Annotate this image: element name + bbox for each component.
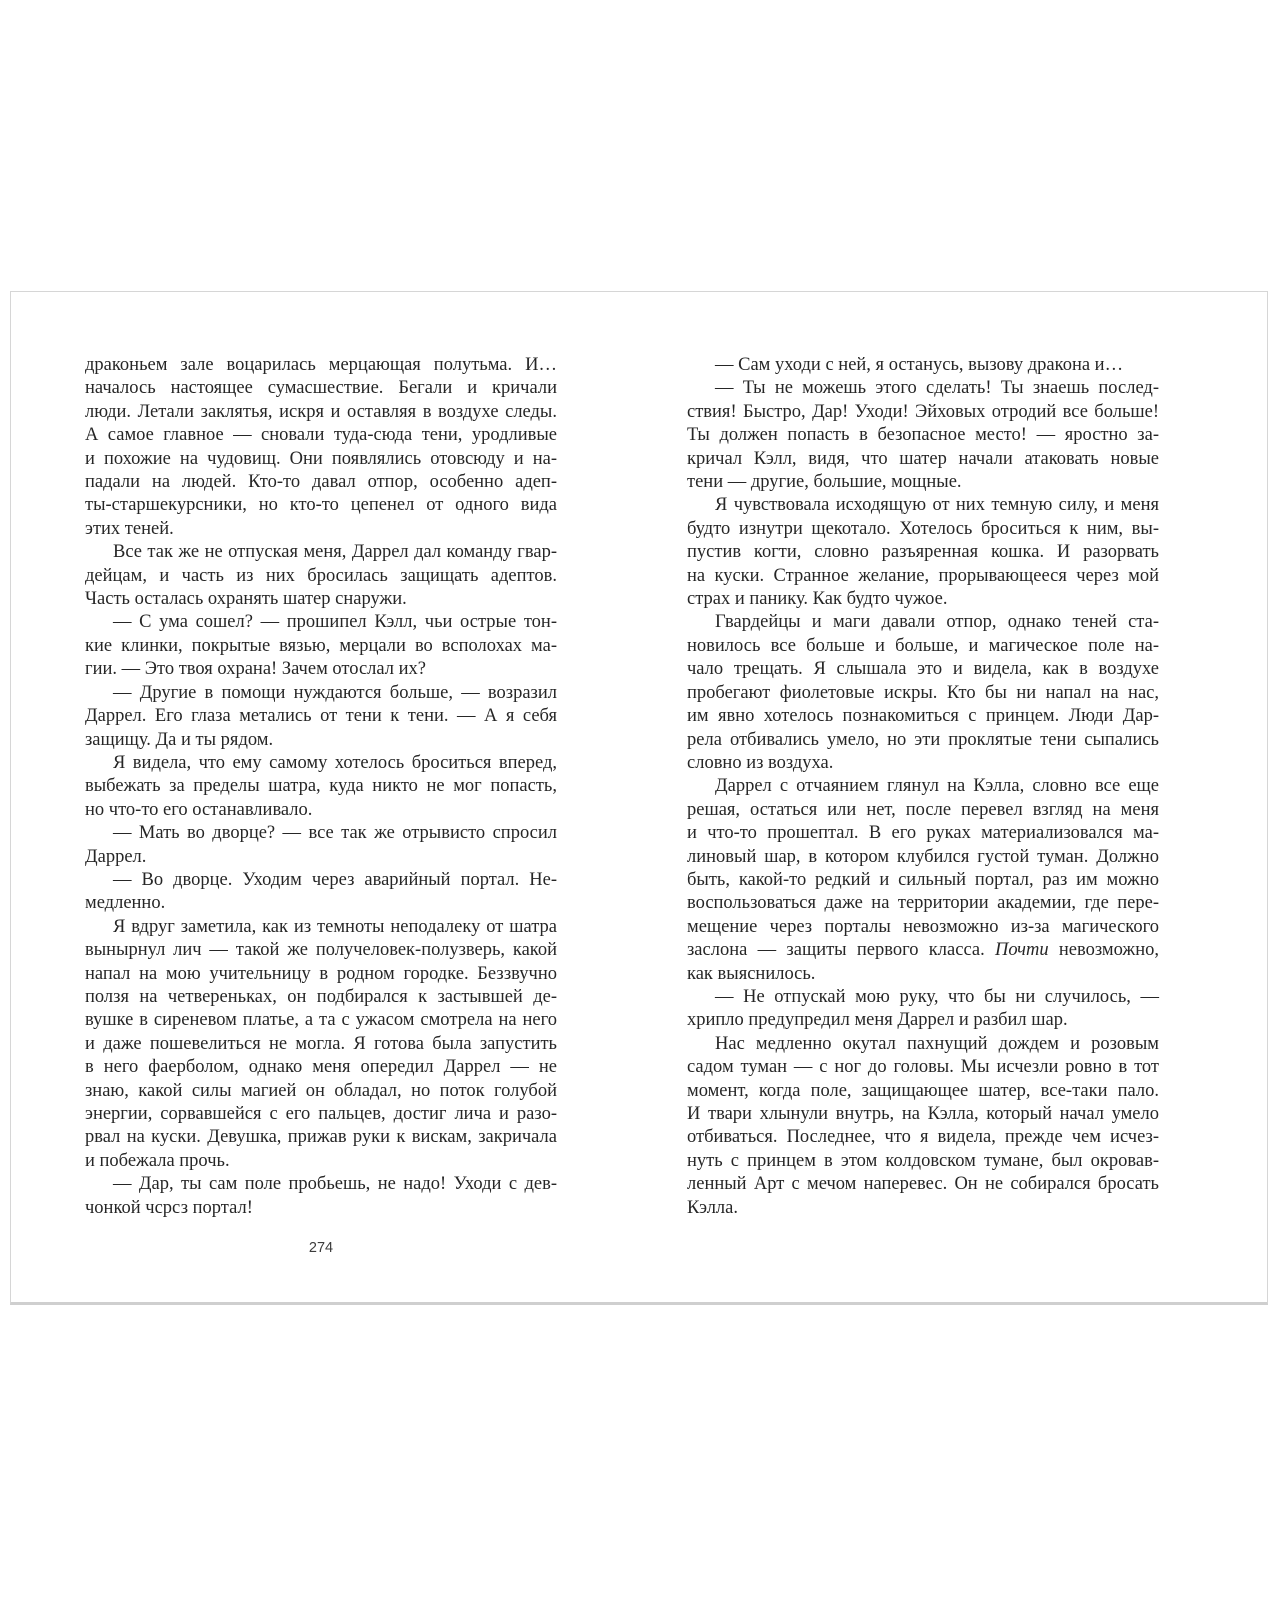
text-line: — С ума сошел? — прошипел Кэлл, чьи острые тон- xyxy=(113,612,557,633)
text-line: вынырнул лич — такой же получеловек-полузверь, какой xyxy=(85,940,557,961)
text-line: и даже пошевелиться не могла. Я готова была запустить xyxy=(85,1033,557,1054)
text-line: отбиваться. Последнее, что я видела, прежде чем исчез- xyxy=(687,1127,1159,1148)
text-line: Ты должен попасть в безопасное место! — яростно за- xyxy=(687,425,1159,446)
page-number: 274 xyxy=(308,1240,334,1256)
text-line: ползя на четвереньках, он подбирался к застывшей де- xyxy=(85,986,557,1007)
text-line: но что-то его останавливало. xyxy=(85,799,313,820)
text-line: И твари хлынули внутрь, на Кэлла, который начал умело xyxy=(687,1104,1159,1124)
text-line: дейцам, и часть из них бросилась защищать адептов. xyxy=(85,565,557,586)
text-line: драконьем зале воцарилась мерцающая полутьма. И… xyxy=(85,355,557,375)
text-line: гии. — Это твоя охрана! Зачем отослал их? xyxy=(85,659,426,680)
text-line: защищу. Да и ты рядом. xyxy=(85,729,274,750)
book-page-spread xyxy=(10,291,1268,1305)
text-line: Я вдруг заметила, как из темноты неподалеку от шатра xyxy=(113,916,557,937)
text-line: в него фаерболом, однако меня опередил Даррел — не xyxy=(85,1057,557,1078)
text-line: будто изнутри щекотало. Хотелось броситься к ним, вы- xyxy=(687,518,1159,539)
text-line: Кэлла. xyxy=(687,1197,739,1218)
text-line: ленный Арт с мечом наперевес. Он не собирался бросать xyxy=(687,1174,1159,1195)
text-line: чало трещать. Я слышала это и видела, как в воздухе xyxy=(687,659,1159,680)
text-line: Все так же не отпуская меня, Даррел дал команду гвар- xyxy=(113,542,557,563)
text-line: — Ты не можешь этого сделать! Ты знаешь послед- xyxy=(715,378,1159,399)
text-line: решая, остаться или нет, после перевел взгляд на меня xyxy=(687,799,1159,820)
text-line: Даррел. Его глаза метались от тени к тени. — А я себя xyxy=(85,706,557,727)
text-line: садом туман — с ног до головы. Мы исчезли ровно в тот xyxy=(687,1057,1159,1078)
text-line: хрипло предупредил меня Даррел и разбил шар. xyxy=(687,1010,1068,1031)
text-line: медленно. xyxy=(85,893,166,914)
text-line: напал на мою учительницу в родном городке. Беззвучно xyxy=(85,963,557,984)
text-line: падали на людей. Кто-то давал отпор, особенно адеп- xyxy=(85,472,557,493)
text-line: чонкой чсрсз портал! xyxy=(85,1197,253,1218)
text-line: Часть осталась охранять шатер снаружи. xyxy=(85,589,407,610)
text-line: и побежала прочь. xyxy=(85,1150,230,1171)
text-line: Нас медленно окутал пахнущий дождем и розовым xyxy=(715,1033,1159,1054)
text-line: знаю, какой силы магией он обладал, но поток голубой xyxy=(85,1080,557,1101)
text-line: воспользоваться даже на территории академии, где пере- xyxy=(687,893,1159,914)
text-line: Я чувствовала исходящую от них темную силу, и меня xyxy=(715,495,1159,516)
text-line: люди. Летали заклятья, искря и оставляя в воздухе следы. xyxy=(85,401,557,422)
text-line: момент, когда поле, защищающее шатер, все-таки пало. xyxy=(687,1080,1159,1101)
text-line: кричал Кэлл, видя, что шатер начали атаковать новые xyxy=(687,448,1159,469)
text-line: им явно хотелось познакомиться с принцем. Люди Дар- xyxy=(687,706,1159,727)
text-line: А самое главное — сновали туда-сюда тени, уродливые xyxy=(85,425,557,446)
text-line: — Дар, ты сам поле пробьешь, не надо! Уходи с дев- xyxy=(113,1174,557,1195)
text-line: пустив когти, словно разъяренная кошка. И разорвать xyxy=(687,542,1159,563)
text-line: — Мать во дворце? — все так же отрывисто спросил xyxy=(113,823,557,844)
text-line: — Не отпускай мою руку, что бы ни случилось, — xyxy=(715,986,1159,1007)
text-line: нуть с принцем в этом колдовском тумане, был окровав- xyxy=(687,1150,1159,1171)
text-line: ты-старшекурсники, но кто-то цепенел от одного вида xyxy=(85,495,557,516)
text-line: — Сам уходи с ней, я останусь, вызову дракона и… xyxy=(715,355,1124,375)
text-line: — Другие в помощи нуждаются больше, — возразил xyxy=(113,682,557,703)
text-line: началось настоящее сумасшествие. Бегали и кричали xyxy=(85,378,557,399)
text-line: Гвардейцы и маги давали отпор, однако теней ста- xyxy=(715,612,1159,633)
text-line: пробегают фиолетовые искры. Кто бы ни напал на нас, xyxy=(687,682,1159,703)
text-line: на куски. Странное желание, прорывающееся через мой xyxy=(687,565,1159,586)
text-column-left xyxy=(85,354,557,1220)
text-line: рела отбивались умело, но эти проклятые тени сыпались xyxy=(687,729,1159,750)
text-line: этих теней. xyxy=(85,518,174,539)
text-line: Даррел с отчаянием глянул на Кэлла, словно все еще xyxy=(715,776,1159,797)
text-line: вушке в сиреневом платье, а та с ужасом смотрела на него xyxy=(85,1010,557,1031)
text-line: рвал на куски. Девушка, прижав руки к вискам, закричала xyxy=(85,1127,557,1148)
text-line: новилось все больше и больше, и магическое поле на- xyxy=(687,635,1159,656)
text-line: тени — другие, большие, мощные. xyxy=(687,472,962,493)
text-line: быть, какой-то редкий и сильный портал, раз им можно xyxy=(687,869,1159,890)
text-line: словно из воздуха. xyxy=(687,752,834,773)
text-line: ствия! Быстро, Дар! Уходи! Эйховых отродий все больше! xyxy=(687,401,1159,422)
text-column-right xyxy=(687,354,1159,1220)
text-line: и похожие на чудовищ. Они появлялись отовсюду и на- xyxy=(85,448,557,469)
text-line: выбежать за пределы шатра, куда никто не мог попасть, xyxy=(85,776,557,797)
text-line: линовый шар, в котором клубился густой туман. Должно xyxy=(687,846,1159,867)
text-line: Даррел. xyxy=(85,846,147,867)
text-line: — Во дворце. Уходим через аварийный портал. Не- xyxy=(113,869,557,890)
text-line: заслона — защиты первого класса. Почти невозможно, xyxy=(687,940,1159,961)
text-line: энергии, сорвавшейся с его пальцев, достиг лича и разо- xyxy=(85,1104,557,1124)
text-line: как выяснилось. xyxy=(687,963,816,984)
text-line: Я видела, что ему самому хотелось броситься вперед, xyxy=(113,752,557,773)
text-line: мещение через порталы невозможно из-за магического xyxy=(687,916,1159,937)
text-line: кие клинки, покрытые вязью, мерцали во всполохах ма- xyxy=(85,635,557,656)
text-line: и что-то прошептал. В его руках материализовался ма- xyxy=(687,823,1159,844)
text-line: страх и панику. Как будто чужое. xyxy=(687,589,948,610)
